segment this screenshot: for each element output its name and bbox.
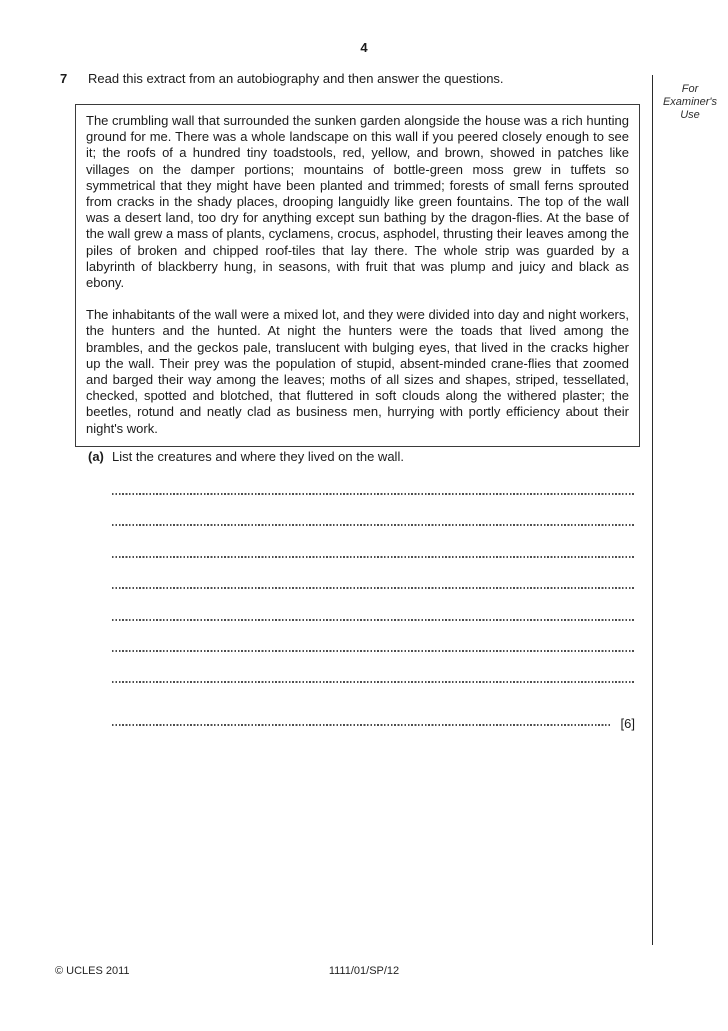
examiner-use-line3: Use [680, 109, 700, 121]
marks-label: [6] [620, 715, 635, 731]
question-number: 7 [60, 71, 68, 86]
page-number: 4 [360, 40, 368, 55]
answer-line[interactable] [112, 650, 635, 652]
extract-paragraph-1: The crumbling wall that surrounded the sunken garden alongside the house was a rich hunting ground for me. There was a whole landscape on this wall if you peered closely enough to see it; the roofs of a hundred tiny toadstools, red, yellow, and brown, showed in patches like villages on the damper portions; mountains of bottle-green moss grew in tuffets so symmetrical that they might have been planted and trimmed; forests of small ferns sprouted from cracks in the shady places, drooping languidly like green fountains. The top of the wall was a desert land, too dry for anything except sun bathing by the dragon-flies. At the base of the wall grew a mass of plants, cyclamens, crocus, asphodel, thrusting their leaves among the piles of broken and chipped roof-tiles that lay there. The whole strip was guarded by a labyrinth of blackberry hung, in seasons, with fruit that was plump and juicy and black as ebony. [86, 113, 629, 291]
examiner-use-line2: Examiner's [662, 96, 718, 108]
copyright-text: © UCLES 2011 [55, 965, 130, 977]
examiner-use-label [654, 83, 726, 122]
paper-reference: 1111/01/SP/12 [328, 965, 400, 977]
answer-line[interactable] [112, 681, 635, 683]
answer-line[interactable] [112, 524, 635, 526]
examiner-column-rule [652, 75, 653, 945]
answer-line[interactable] [112, 587, 635, 589]
answer-line-row-last [112, 713, 635, 731]
part-a-text: List the creatures and where they lived on the wall. [112, 449, 404, 464]
answer-line[interactable] [112, 619, 635, 621]
answer-line[interactable] [112, 556, 635, 558]
answer-line[interactable] [112, 493, 635, 495]
answer-line[interactable] [112, 724, 610, 726]
answer-area [112, 493, 635, 731]
extract-paragraph-2: The inhabitants of the wall were a mixed lot, and they were divided into day and night workers, the hunters and the hunted. At night the hunters were the toads that lived among the brambles, and the geckos pale, translucent with bulging eyes, that lived in the cracks higher up the wall. Their prey was the population of stupid, absent-minded crane-flies that zoomed and barged their way among the leaves; moths of all sizes and shapes, striped, tessellated, checked, spotted and blotched, that fluttered in soft clouds along the withered plaster; the beetles, rotund and neatly clad as business men, hurrying with portly efficiency about their night's work. [86, 307, 629, 436]
question-instruction: Read this extract from an autobiography and then answer the questions. [88, 71, 504, 86]
part-a-label: (a) [88, 449, 104, 464]
examiner-use-line1: For [681, 83, 699, 95]
answer-lines-group [112, 493, 635, 683]
extract-box [75, 104, 640, 447]
